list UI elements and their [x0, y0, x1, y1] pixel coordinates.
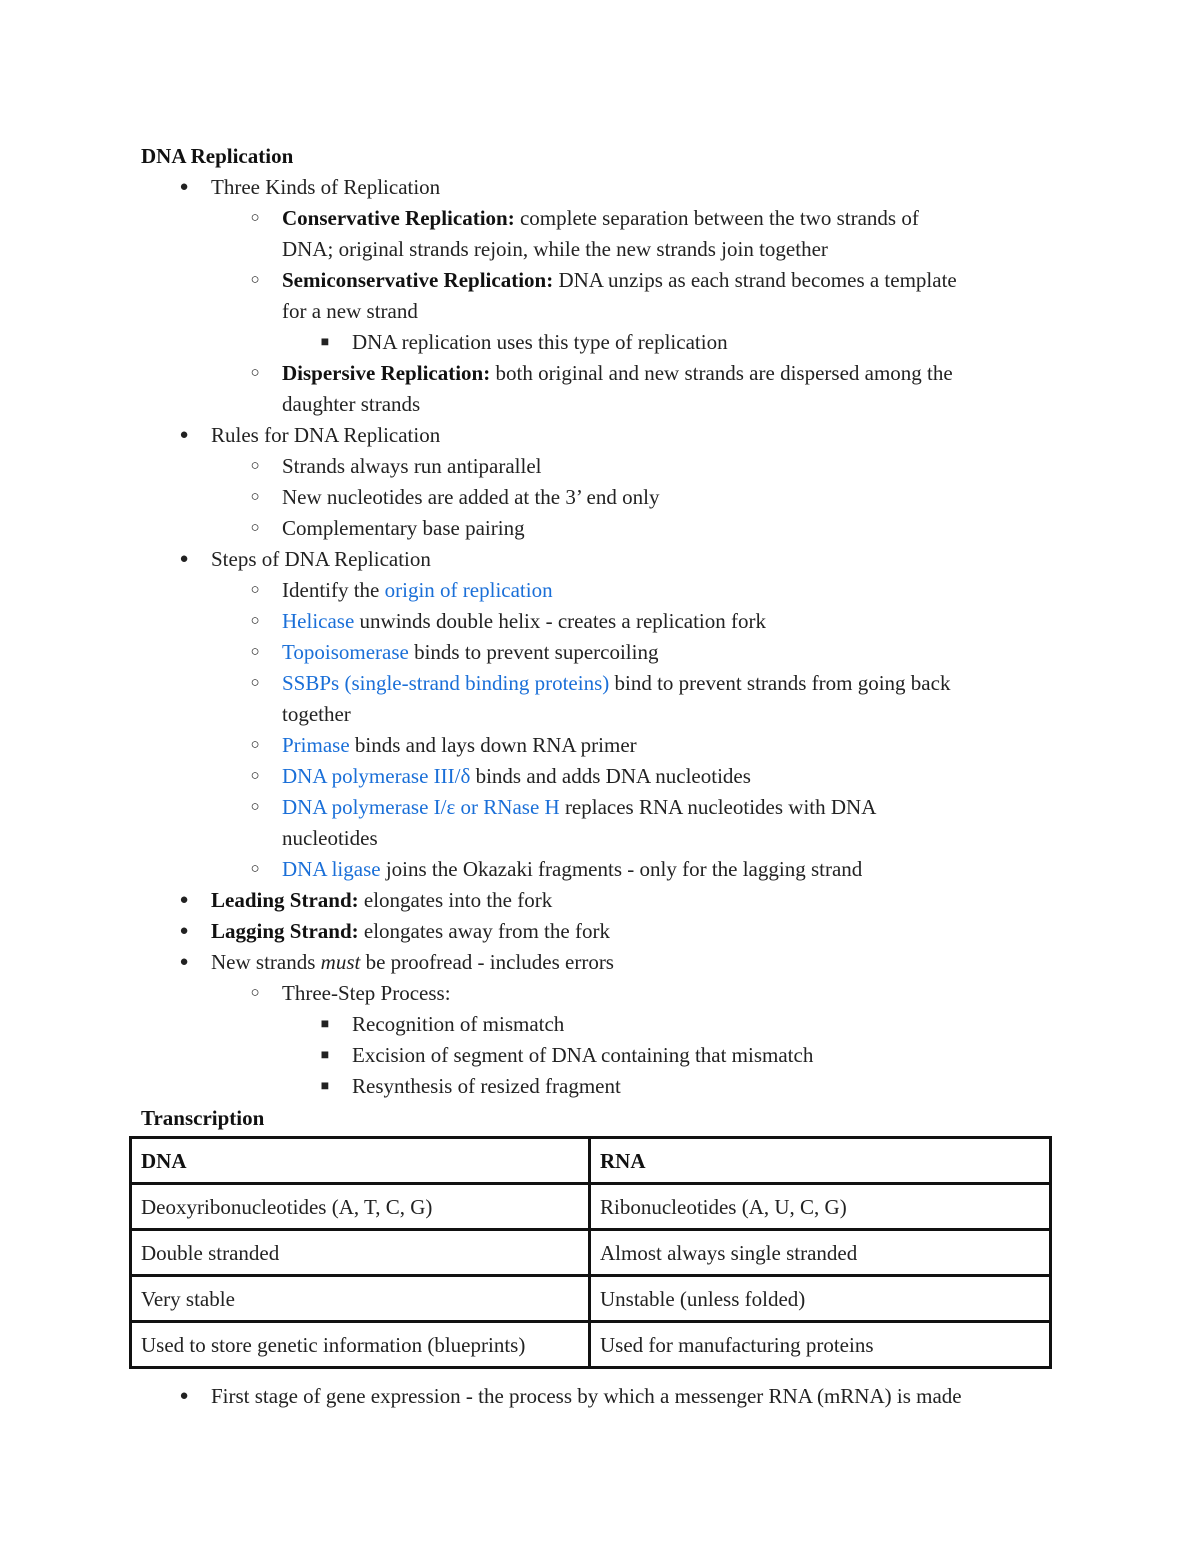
list-item-step: Topoisomerase binds to prevent supercoiling: [282, 640, 659, 664]
bullet-icon: ○: [250, 985, 260, 1001]
bullet-icon: ○: [250, 210, 260, 226]
link-primase[interactable]: Primase: [282, 733, 350, 757]
bullet-icon: ○: [250, 272, 260, 288]
list-item-semiconservative-note: DNA replication uses this type of replication: [352, 330, 728, 354]
list-item-step-cont: nucleotides: [282, 826, 378, 850]
bullet-icon: ●: [179, 551, 189, 567]
list-item-conservative-cont: DNA; original strands rejoin, while the new strands join together: [282, 237, 828, 261]
bullet-icon: ■: [320, 335, 330, 350]
list-item-process-step: Recognition of mismatch: [352, 1012, 565, 1036]
bullet-icon: ○: [250, 737, 260, 753]
list-item-step: DNA polymerase I/ε or RNase H replaces RNA nucleotides with DNA: [282, 795, 877, 819]
table-cell: Deoxyribonucleotides (A, T, C, G): [131, 1184, 590, 1230]
table-cell: Used to store genetic information (blueprints): [131, 1322, 590, 1368]
bullet-icon: ●: [179, 1388, 189, 1404]
list-item-three-step: Three-Step Process:: [282, 981, 451, 1005]
list-item-step: Identify the origin of replication: [282, 578, 553, 602]
bullet-icon: ○: [250, 861, 260, 877]
bullet-icon: ●: [179, 179, 189, 195]
bullet-icon: ■: [320, 1017, 330, 1032]
table-cell: Double stranded: [131, 1230, 590, 1276]
table-row: [131, 1230, 1051, 1276]
bullet-icon: ○: [250, 458, 260, 474]
list-item-step: DNA polymerase III/δ binds and adds DNA nucleotides: [282, 764, 751, 788]
table-cell: Used for manufacturing proteins: [590, 1322, 1051, 1368]
table-row: [131, 1184, 1051, 1230]
bullet-icon: ○: [250, 365, 260, 381]
bullet-icon: ○: [250, 675, 260, 691]
bullet-icon: ○: [250, 644, 260, 660]
list-item-process-step: Resynthesis of resized fragment: [352, 1074, 621, 1098]
list-item-semiconservative: Semiconservative Replication: DNA unzips as each strand becomes a template: [282, 268, 957, 292]
bullet-icon: ●: [179, 892, 189, 908]
section-title-transcription: Transcription: [141, 1106, 265, 1130]
bullet-icon: ●: [179, 923, 189, 939]
link-dna-polymerase-i[interactable]: DNA polymerase I/ε or RNase H: [282, 795, 560, 819]
table-header: RNA: [590, 1138, 1051, 1184]
bullet-icon: ■: [320, 1079, 330, 1094]
list-item-rule: Strands always run antiparallel: [282, 454, 542, 478]
link-ssbps[interactable]: SSBPs (single-strand binding proteins): [282, 671, 610, 695]
bullet-icon: ○: [250, 799, 260, 815]
list-item-process-step: Excision of segment of DNA containing that mismatch: [352, 1043, 814, 1067]
bullet-icon: ●: [179, 954, 189, 970]
list-item-rule: Complementary base pairing: [282, 516, 525, 540]
list-item-rule: New nucleotides are added at the 3’ end only: [282, 485, 660, 509]
list-item-step: SSBPs (single-strand binding proteins) bind to prevent strands from going back: [282, 671, 951, 695]
table-header: DNA: [131, 1138, 590, 1184]
list-item-dispersive: Dispersive Replication: both original and new strands are dispersed among the: [282, 361, 953, 385]
table-row: [131, 1276, 1051, 1322]
bullet-icon: ○: [250, 768, 260, 784]
link-dna-polymerase-iii[interactable]: DNA polymerase III/δ: [282, 764, 471, 788]
list-item-steps: Steps of DNA Replication: [211, 547, 431, 571]
list-item-three-kinds: Three Kinds of Replication: [211, 175, 441, 199]
list-item-proofread: New strands must be proofread - includes errors: [211, 950, 614, 974]
list-item-step-cont: together: [282, 702, 351, 726]
list-item-gene-expression: First stage of gene expression - the process by which a messenger RNA (mRNA) is made: [211, 1384, 962, 1408]
table-cell: Unstable (unless folded): [590, 1276, 1051, 1322]
dna-rna-table: [129, 1136, 1052, 1369]
list-item-rules: Rules for DNA Replication: [211, 423, 441, 447]
link-dna-ligase[interactable]: DNA ligase: [282, 857, 381, 881]
link-topoisomerase[interactable]: Topoisomerase: [282, 640, 409, 664]
bullet-icon: ○: [250, 582, 260, 598]
table-cell: Ribonucleotides (A, U, C, G): [590, 1184, 1051, 1230]
list-item-conservative: Conservative Replication: complete separation between the two strands of: [282, 206, 919, 230]
list-item-dispersive-cont: daughter strands: [282, 392, 421, 416]
section-title-dna-replication: DNA Replication: [141, 144, 294, 168]
list-item-leading-strand: Leading Strand: elongates into the fork: [211, 888, 553, 912]
list-item-lagging-strand: Lagging Strand: elongates away from the fork: [211, 919, 610, 943]
link-origin-of-replication[interactable]: origin of replication: [384, 578, 553, 602]
link-helicase[interactable]: Helicase: [282, 609, 355, 633]
list-item-step: Helicase unwinds double helix - creates a replication fork: [282, 609, 766, 633]
bullet-icon: ●: [179, 427, 189, 443]
table-cell: Almost always single stranded: [590, 1230, 1051, 1276]
table-cell: Very stable: [131, 1276, 590, 1322]
bullet-icon: ■: [320, 1048, 330, 1063]
list-item-semiconservative-cont: for a new strand: [282, 299, 418, 323]
list-item-step: DNA ligase joins the Okazaki fragments - only for the lagging strand: [282, 857, 863, 881]
bullet-icon: ○: [250, 489, 260, 505]
table-header-row: [131, 1138, 1051, 1184]
bullet-icon: ○: [250, 520, 260, 536]
bullet-icon: ○: [250, 613, 260, 629]
list-item-step: Primase binds and lays down RNA primer: [282, 733, 637, 757]
table-row: [131, 1322, 1051, 1368]
